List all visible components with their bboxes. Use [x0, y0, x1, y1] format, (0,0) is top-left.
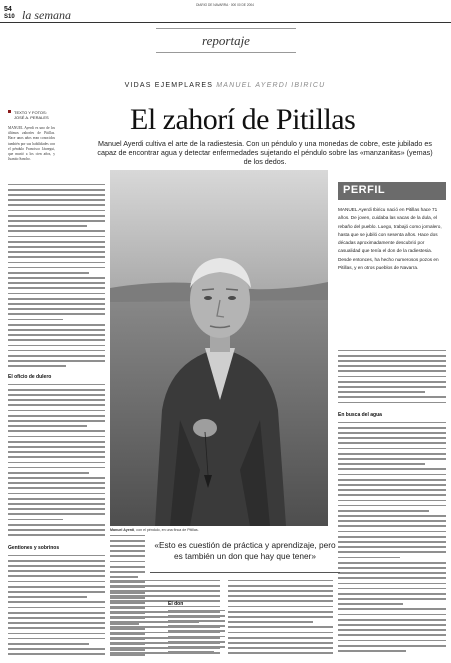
pull-quote: «Esto es cuestión de práctica y aprendizaje, pero es también un don que hay que tener» [154, 540, 336, 561]
text-line-bar [8, 334, 105, 336]
text-line-bar [338, 551, 446, 553]
photo-caption-name: Manuel Ayerdi [110, 528, 135, 532]
text-line-bar [338, 453, 446, 455]
text-line-bar [338, 572, 446, 574]
text-line-bar [338, 629, 446, 631]
body-column-left-mid [8, 382, 105, 542]
text-line-bar [110, 566, 145, 568]
text-line-bar [110, 540, 145, 542]
byline-line2: JOSÉ A. PERALES [14, 115, 49, 120]
text-line-bar [338, 614, 446, 616]
page-code: S10 [4, 14, 15, 20]
text-line-bar [8, 591, 105, 593]
text-line-bar [338, 515, 446, 517]
text-line-bar [338, 386, 446, 388]
text-line-bar [8, 622, 105, 624]
text-line-bar [338, 381, 446, 383]
text-line-bar [8, 477, 105, 479]
text-line-bar [8, 601, 105, 603]
text-line-bar [8, 308, 105, 310]
text-lines [338, 420, 446, 653]
text-line-bar [338, 463, 425, 465]
text-line-bar [8, 607, 105, 609]
text-line-bar [168, 615, 225, 617]
text-line-bar [338, 546, 446, 548]
text-line-bar [8, 482, 105, 484]
text-line-bar [8, 503, 105, 505]
text-line-bar [338, 619, 446, 621]
text-line-bar [338, 603, 403, 605]
text-line-bar [8, 345, 105, 347]
subhead-busca-agua: En busca del agua [338, 412, 382, 418]
text-line-bar [338, 427, 446, 429]
text-line-bar [8, 638, 105, 640]
text-line-bar [338, 468, 446, 470]
text-line [338, 648, 446, 653]
text-line-bar [8, 204, 105, 206]
text-line-bar [8, 456, 105, 458]
photo-caption [110, 528, 330, 532]
text-line-bar [8, 262, 105, 264]
text-line-bar [8, 399, 105, 401]
text-line-bar [8, 298, 105, 300]
text-line-bar [8, 472, 89, 474]
text-line [8, 532, 105, 537]
text-line [8, 652, 105, 657]
text-line-bar [8, 570, 105, 572]
text-line-bar [338, 360, 446, 362]
text-line-bar [8, 272, 89, 274]
text-line-bar [8, 267, 105, 269]
reportaje-label: reportaje [202, 33, 250, 48]
text-line-bar [8, 581, 105, 583]
text-line-bar [8, 612, 105, 614]
text-line-bar [8, 493, 105, 495]
text-lines [8, 382, 105, 538]
text-line-bar [228, 585, 333, 587]
text-line-bar [228, 652, 333, 654]
text-line [228, 651, 333, 656]
text-line-bar [338, 391, 425, 393]
text-line-bar [8, 215, 105, 217]
text-line-bar [168, 636, 225, 638]
text-lines [168, 608, 225, 655]
text-line-bar [338, 510, 429, 512]
text-line-bar [8, 633, 105, 635]
text-line-bar [8, 617, 105, 619]
text-line-bar [338, 494, 446, 496]
body-column-left-bottom [8, 553, 105, 659]
body-column-mid-3 [228, 578, 333, 659]
text-line-bar [338, 634, 446, 636]
text-line-bar [8, 462, 105, 464]
text-line-bar [338, 437, 446, 439]
pull-quote-rule [150, 572, 340, 573]
text-line-bar [8, 524, 105, 526]
body-intro [8, 126, 55, 179]
text-line-bar [338, 557, 400, 559]
text-line-bar [338, 650, 406, 652]
text-line-bar [8, 256, 105, 258]
text-line-bar [110, 580, 220, 582]
text-line-bar [338, 484, 446, 486]
text-line-bar [228, 621, 313, 623]
body-intro-text: MANUEL Ayerdi es uno de los últimos zahoríes de Pitillas. Hace unos años eran conocidos también por sus habilidades con el péndulo Francisco Jáuregui, que murió a los cien años, y Juanito Sancho. [8, 126, 55, 162]
text-line-bar [8, 586, 105, 588]
text-line-bar [8, 384, 105, 386]
text-lines [8, 553, 105, 657]
text-line-bar [228, 616, 333, 618]
text-line-bar [8, 339, 105, 341]
text-line [168, 650, 225, 655]
text-line-bar [168, 641, 225, 643]
text-line-bar [8, 596, 87, 598]
text-line-bar [8, 246, 105, 248]
text-line-bar [8, 394, 105, 396]
text-line-bar [8, 653, 105, 655]
text-line-bar [110, 545, 145, 547]
text-line-bar [8, 513, 105, 515]
reportaje-rule-bottom [156, 52, 296, 53]
text-line-bar [8, 251, 105, 253]
text-line-bar [168, 646, 225, 648]
text-line-bar [8, 287, 105, 289]
text-line-bar [8, 365, 66, 367]
text-line-bar [168, 630, 225, 632]
text-line-bar [8, 277, 105, 279]
text-line-bar [8, 575, 105, 577]
text-line-bar [8, 241, 105, 243]
text-line-bar [8, 230, 105, 232]
portrait-photo [110, 170, 328, 526]
text-line-bar [8, 487, 105, 489]
text-line-bar [338, 598, 446, 600]
text-line-bar [8, 199, 105, 201]
text-line-bar [228, 611, 333, 613]
perfil-title: PERFIL [343, 184, 386, 196]
text-line-bar [168, 625, 225, 627]
text-line-bar [338, 402, 446, 404]
text-line-bar [8, 329, 105, 331]
text-line-bar [8, 555, 105, 557]
text-line-bar [168, 610, 225, 612]
text-line-bar [110, 585, 220, 587]
body-column-right-bottom [338, 420, 446, 659]
text-line-bar [8, 324, 105, 326]
text-line-bar [8, 436, 105, 438]
text-line-bar [8, 319, 63, 321]
byline-line1: TEXTO Y FOTOS: [14, 110, 47, 115]
kicker-prefix: VIDAS EJEMPLARES [124, 82, 214, 89]
text-line-bar [8, 303, 105, 305]
text-line-bar [338, 479, 446, 481]
text-line-bar [228, 590, 333, 592]
text-lines [228, 578, 333, 656]
text-line-bar [8, 236, 105, 238]
text-line-bar [8, 534, 105, 536]
text-line-bar [8, 648, 105, 650]
text-line-bar [338, 525, 446, 527]
text-line-bar [338, 541, 446, 543]
text-line [8, 364, 105, 369]
text-line-bar [110, 595, 220, 597]
text-line-bar [228, 580, 333, 582]
text-line-bar [8, 420, 105, 422]
text-line-bar [228, 637, 333, 639]
text-line-bar [338, 505, 446, 507]
text-line-bar [110, 535, 145, 537]
body-column-right-top [338, 348, 446, 408]
text-line-bar [8, 560, 105, 562]
text-line-bar [338, 432, 446, 434]
text-line-bar [8, 446, 105, 448]
text-line-bar [8, 643, 89, 645]
text-line-bar [110, 550, 145, 552]
text-line-bar [338, 422, 446, 424]
running-head: DIARIO DE NAVARRA · 000 00 DE 2004 [196, 3, 254, 7]
text-line-bar [168, 620, 225, 622]
text-line-bar [8, 508, 105, 510]
text-line-bar [338, 474, 446, 476]
text-line-bar [110, 561, 145, 563]
text-line-bar [338, 645, 446, 647]
text-line-bar [228, 606, 333, 608]
text-line-bar [338, 531, 446, 533]
text-line-bar [338, 562, 446, 564]
text-line-bar [8, 194, 105, 196]
text-line-bar [338, 536, 446, 538]
text-line-bar [110, 571, 145, 573]
text-line-bar [338, 365, 446, 367]
text-line-bar [8, 467, 105, 469]
text-line-bar [338, 567, 446, 569]
text-line-bar [338, 376, 446, 378]
text-line-bar [8, 404, 105, 406]
text-line-bar [338, 624, 446, 626]
text-line-bar [338, 583, 446, 585]
text-line-bar [8, 189, 105, 191]
text-line-bar [338, 448, 446, 450]
text-line-bar [338, 489, 446, 491]
byline-marker [8, 110, 11, 113]
text-line-bar [8, 498, 105, 500]
text-line-bar [8, 220, 105, 222]
page-number: 54 [4, 6, 12, 13]
text-line-bar [8, 565, 105, 567]
text-line-bar [338, 500, 446, 502]
photo-caption-text: , con el péndulo, en una finca de Pitillas. [134, 528, 199, 532]
reportaje-rule-top [156, 28, 296, 29]
text-line-bar [8, 293, 105, 295]
text-line-bar [228, 626, 333, 628]
text-line-bar [338, 588, 446, 590]
text-line-bar [338, 355, 446, 357]
text-line-bar [338, 520, 446, 522]
text-line-bar [228, 632, 333, 634]
text-line-bar [8, 225, 87, 227]
text-line-bar [110, 555, 145, 557]
text-line [338, 400, 446, 405]
text-line-bar [338, 640, 446, 642]
subhead-el-don: El don [168, 601, 184, 607]
text-line-bar [8, 451, 105, 453]
kicker [100, 82, 350, 89]
text-line-bar [8, 360, 105, 362]
perfil-body: MANUEL Ayerdi Ibiricu nació en Pitillas hace 71 años. De joven, cuidaba las vacas de la dula, el rebaño del pueblo. Luego, trabajó como jornalero, hasta que se jubiló con sesenta años. Hace dos décadas aproximadamente descubrió por casualidad que tenía el don de la radiestesia. Desde entonces, ha hecho numerosos pozos en Pitillas, y en otros pueblos de Navarra. [338, 207, 442, 271]
text-line-bar [338, 350, 446, 352]
text-line-bar [338, 458, 446, 460]
text-line-bar [338, 396, 446, 398]
text-line-bar [8, 313, 105, 315]
text-line-bar [8, 529, 105, 531]
text-line-bar [8, 410, 105, 412]
portrait-photo-illustration [110, 170, 328, 526]
text-line-bar [8, 355, 105, 357]
header-rule [0, 22, 451, 23]
text-line-bar [338, 608, 446, 610]
deck: Manuel Ayerdi cultiva el arte de la radiestesia. Con un péndulo y una monedas de cobre, este jubilado es capaz de encontrar agua y detectar enfermedades sujetando el péndulo sobre las «manzanitas» (yemas) de los dedos. [97, 139, 433, 166]
kicker-name: MANUEL AYERDI IBIRICU [216, 82, 326, 89]
text-line-bar [168, 651, 214, 653]
headline: El zahorí de Pitillas [130, 103, 356, 136]
text-line-bar [228, 600, 333, 602]
text-line-bar [8, 350, 105, 352]
subhead-gentiones: Gentiones y sobrinos [8, 545, 60, 551]
text-line-bar [110, 590, 220, 592]
text-lines [338, 348, 446, 405]
text-line-bar [110, 600, 220, 602]
text-line-bar [8, 184, 105, 186]
text-lines [8, 182, 105, 369]
body-column-mid-2 [168, 608, 225, 659]
text-line-bar [8, 425, 87, 427]
text-line-bar [338, 593, 446, 595]
byline [14, 110, 64, 120]
text-line-bar [8, 389, 105, 391]
text-line-bar [8, 627, 105, 629]
text-line-bar [8, 415, 105, 417]
section-name: la semana [22, 8, 71, 22]
text-line-bar [228, 595, 333, 597]
text-line-bar [8, 441, 105, 443]
text-line-bar [228, 647, 333, 649]
text-line-bar [338, 577, 446, 579]
body-column-left-top [8, 182, 105, 372]
text-line-bar [228, 642, 333, 644]
text-line-bar [8, 210, 105, 212]
subhead-oficio: El oficio de dulero [8, 374, 52, 380]
text-line-bar [338, 370, 446, 372]
text-line-bar [8, 282, 105, 284]
text-line-bar [8, 430, 105, 432]
text-line-bar [338, 442, 446, 444]
text-line-bar [8, 519, 63, 521]
